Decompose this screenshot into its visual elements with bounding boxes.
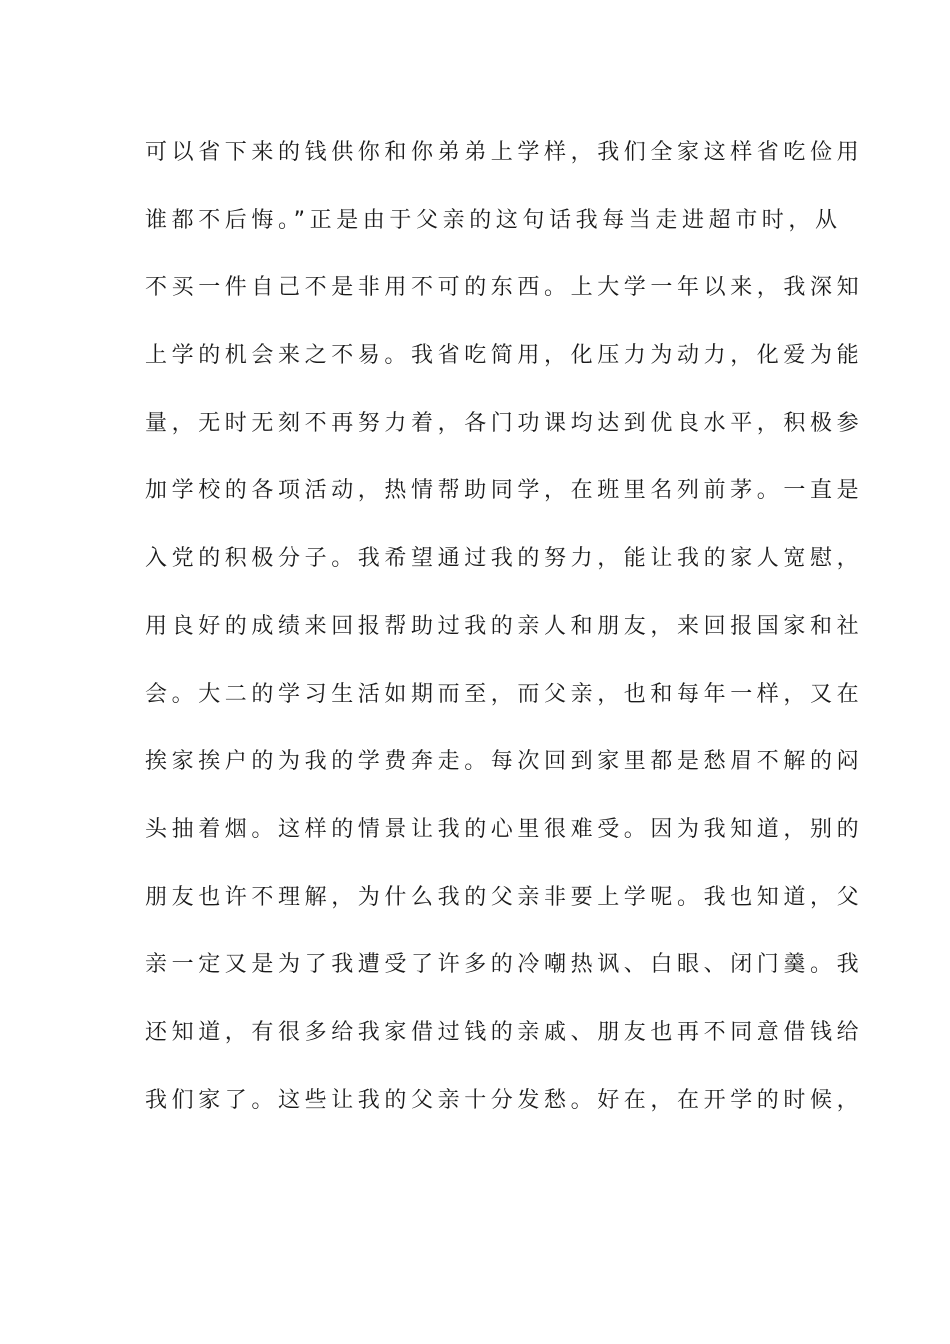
text-line: 我们家了。这些让我的父亲十分发愁。好在，在开学的时候， [145, 1087, 864, 1113]
text-line: 加学校的各项活动，热情帮助同学，在班里名列前茅。一直是 [145, 478, 864, 504]
text-line: 谁都不后悔。”正是由于父亲的这句话我每当走进超市时，从 [145, 207, 842, 233]
text-line: 入党的积极分子。我希望通过我的努力，能让我的家人宽慰， [145, 546, 864, 572]
text-line: 会。大二的学习生活如期而至，而父亲，也和每年一样，又在 [145, 681, 864, 707]
text-line: 上学的机会来之不易。我省吃简用，化压力为动力，化爱为能 [145, 343, 864, 369]
body-text [145, 131, 864, 1146]
text-line: 还知道，有很多给我家借过钱的亲戚、朋友也再不同意借钱给 [145, 1019, 864, 1045]
text-line: 亲一定又是为了我遭受了许多的冷嘲热讽、白眼、闭门羹。我 [145, 952, 864, 978]
text-line: 不买一件自己不是非用不可的东西。上大学一年以来，我深知 [145, 275, 864, 301]
text-line: 可以省下来的钱供你和你弟弟上学样，我们全家这样省吃俭用 [145, 140, 864, 165]
text-line: 朋友也许不理解，为什么我的父亲非要上学呢。我也知道，父 [145, 884, 864, 910]
text-line: 用良好的成绩来回报帮助过我的亲人和朋友，来回报国家和社 [145, 613, 864, 639]
text-line: 量，无时无刻不再努力着，各门功课均达到优良水平，积极参 [145, 410, 864, 436]
text-line: 挨家挨户的为我的学费奔走。每次回到家里都是愁眉不解的闷 [145, 749, 864, 775]
text-line: 头抽着烟。这样的情景让我的心里很难受。因为我知道，别的 [145, 816, 864, 842]
